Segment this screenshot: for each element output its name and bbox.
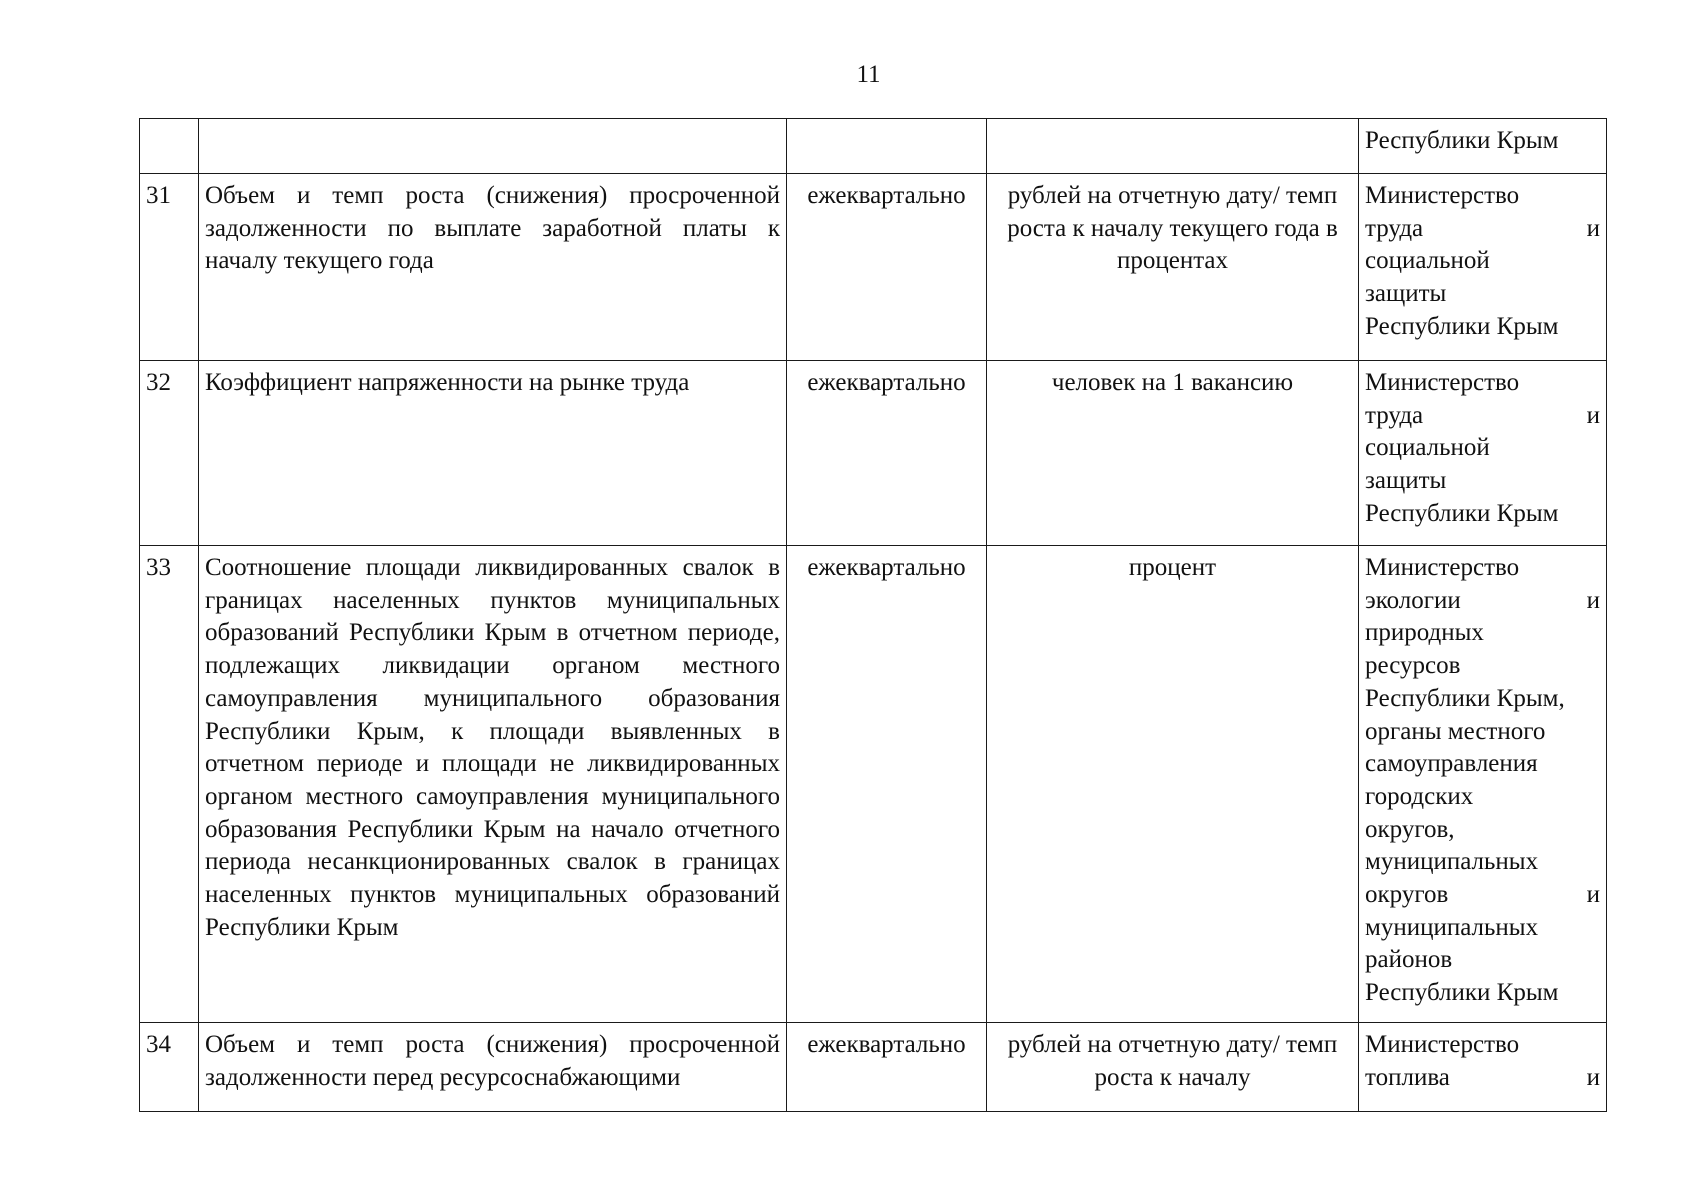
responsible-line: социальной	[1365, 247, 1490, 275]
indicator-name-cell: Соотношение площади ликвидированных свалок в границах населенных пунктов муниципальных образований Республики Крым в отчетном периоде, подлежащих ликвидации органом местного самоуправления муниципального образования Республики Крым, к площади выявленных в отчетном периоде и площади не ликвидированных органом местного самоуправления муниципального образования Республики Крым на начало отчетного периода несанкционированных свалок в границах населенных пунктов муниципальных образований Республики Крым	[199, 546, 787, 1023]
row-number-cell: 33	[140, 546, 199, 1023]
responsible-cell	[1359, 1023, 1607, 1112]
row-number-cell: 31	[140, 174, 199, 361]
periodicity-cell: ежеквартально	[787, 174, 987, 361]
responsible-cell	[1359, 119, 1607, 174]
responsible-line: районов	[1365, 946, 1453, 974]
unit-cell: рублей на отчетную дату/ темп роста к началу	[987, 1023, 1359, 1112]
table-row	[140, 361, 1607, 546]
responsible-line: самоуправления	[1365, 750, 1538, 778]
responsible-line: Республики Крым,	[1365, 684, 1565, 712]
responsible-cell	[1359, 174, 1607, 361]
indicators-table	[139, 118, 1607, 1112]
responsible-line: защиты	[1365, 467, 1447, 495]
periodicity-cell: ежеквартально	[787, 1023, 987, 1112]
responsible-line: Республики Крым	[1365, 979, 1559, 1007]
responsible-cell	[1359, 361, 1607, 546]
responsible-line: Республики Крым	[1365, 499, 1559, 527]
responsible-line	[1365, 213, 1600, 246]
periodicity-cell: ежеквартально	[787, 546, 987, 1023]
unit-cell: человек на 1 вакансию	[987, 361, 1359, 546]
responsible-line: городских	[1365, 782, 1474, 810]
responsible-line-left: труда	[1365, 214, 1424, 242]
table-row	[140, 546, 1607, 1023]
responsible-line	[1365, 400, 1600, 433]
row-number-cell	[140, 119, 199, 174]
responsible-line: Республики Крым	[1365, 312, 1559, 340]
responsible-line: Республики Крым	[1365, 127, 1559, 154]
periodicity-cell: ежеквартально	[787, 361, 987, 546]
responsible-line: муниципальных	[1365, 913, 1539, 941]
indicator-name-cell: Объем и темп роста (снижения) просроченной задолженности перед ресурсоснабжающими	[199, 1023, 787, 1112]
row-number-cell: 32	[140, 361, 199, 546]
responsible-line-left: округов	[1365, 881, 1449, 909]
table-row	[140, 1023, 1607, 1112]
responsible-line: ресурсов	[1365, 652, 1461, 680]
table-row	[140, 119, 1607, 174]
responsible-cell	[1359, 546, 1607, 1023]
indicator-name-cell	[199, 119, 787, 174]
responsible-line: округов,	[1365, 815, 1455, 843]
periodicity-cell	[787, 119, 987, 174]
responsible-line-left: топлива	[1365, 1063, 1450, 1091]
responsible-line	[1365, 1062, 1600, 1095]
responsible-line-right: и	[1586, 401, 1600, 429]
responsible-line: Министерство	[1365, 369, 1520, 396]
responsible-line-right: и	[1586, 1063, 1600, 1091]
unit-cell: процент	[987, 546, 1359, 1023]
unit-cell: рублей на отчетную дату/ темп роста к началу текущего года в процентах	[987, 174, 1359, 361]
responsible-line: социальной	[1365, 434, 1490, 462]
responsible-line: Министерство	[1365, 1031, 1520, 1058]
responsible-line: Министерство	[1365, 182, 1520, 209]
responsible-line: органы местного	[1365, 717, 1546, 745]
responsible-line: природных	[1365, 619, 1484, 647]
responsible-line: муниципальных	[1365, 848, 1539, 876]
responsible-line-right: и	[1586, 214, 1600, 242]
responsible-line-left: экологии	[1365, 586, 1461, 614]
indicator-name-cell: Объем и темп роста (снижения) просроченной задолженности по выплате заработной платы к началу текущего года	[199, 174, 787, 361]
table-row	[140, 174, 1607, 361]
responsible-line: защиты	[1365, 280, 1447, 308]
row-number-cell: 34	[140, 1023, 199, 1112]
responsible-line: Министерство	[1365, 554, 1520, 581]
unit-cell	[987, 119, 1359, 174]
responsible-line-left: труда	[1365, 401, 1424, 429]
page-number: 11	[856, 61, 881, 88]
responsible-line	[1365, 879, 1600, 912]
responsible-line-right: и	[1586, 586, 1600, 614]
indicator-name-cell: Коэффициент напряженности на рынке труда	[199, 361, 787, 546]
responsible-line	[1365, 585, 1600, 618]
responsible-line-right: и	[1586, 881, 1600, 909]
